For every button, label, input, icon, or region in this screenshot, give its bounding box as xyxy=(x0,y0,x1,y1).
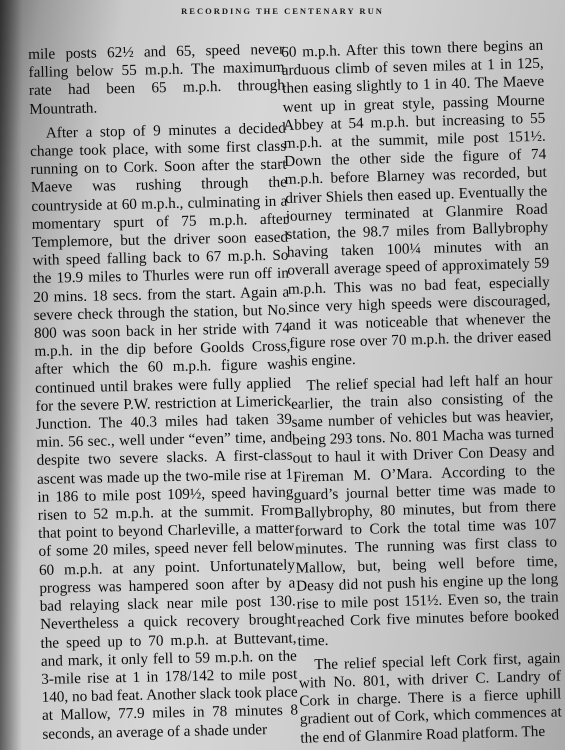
left-paragraph-1: mile posts 62½ and 65, speed never falling below 55 m.p.h. The maximum rate had been 65 m.p.h. through Mountrath. xyxy=(28,40,286,118)
right-column xyxy=(281,37,563,748)
left-paragraph-2: After a stop of 9 minutes a decided change took place, with some first class running on to Cork. Soon after the start Maeve was rushing through the countryside at 60 m.p.h., culminating in a momentary spurt of 75 m.p.h. after Templemore, but the driver soon eased with speed falling back to 67 m.p.h. So the 19.9 miles to Thurles were run off in 20 mins. 18 secs. from the start. Again a severe check through the station, but No. 800 was soon back in her stride with 74 m.p.h. in the dip before Goolds Cross, after which the 60 m.p.h. figure was continued until brakes were fully applied for the severe P.W. restriction at Limerick Junction. The 40.3 miles had taken 39 min. 56 sec., well under “even” time, and despite two severe slacks. A first-class ascent was made up the two-mile rise at 1 in 186 to mile post 109½, speed having risen to 52 m.p.h. at the summit. From that point to beyond Charleville, a matter of some 20 miles, speed never fell below 60 m.p.h. at any point. Unfortunately progress was hampered soon after by a bad relaying slack near mile post 130. Nevertheless a quick recovery brought the speed up to 70 m.p.h. at Buttevant, and mark, it only fell to 59 m.p.h. on the 3-mile rise at 1 in 178/142 to mile post 140, no bad feat. Another slack took place at Mallow, 77.9 miles in 78 minutes 8 seconds, an average of a shade under xyxy=(30,119,299,743)
right-paragraph-3: The relief special left Cork first, again with No. 801, with driver C. Landry of Cork in charge. There is a fierce uphill gradient out of Cork, which commences at the end of Glanmire Road platform. The xyxy=(298,649,563,747)
right-paragraph-2: The relief special had left half an hour earlier, the train also consisting of the same number of vehicles but was heavier, being 293 tons. No. 801 Macha was turned out to haul it with Driver Con Deasy and Fireman M. O’Mara. According to the guard’s journal better time was made to Ballybrophy, 80 minutes, but from there forward to Cork the total time was 107 minutes. The running was first class to Mallow, but, being well before time, Deasy did not push his engine up the long rise to mile post 151½. Even so, the train reached Cork five minutes before booked time. xyxy=(290,370,560,650)
left-column xyxy=(28,41,299,744)
page-gutter-shadow xyxy=(0,0,22,750)
running-header: RECORDING THE CENTENARY RUN xyxy=(181,6,384,16)
right-paragraph-1: 60 m.p.h. After this town there begins an arduous climb of seven miles at 1 in 125, then easing slightly to 1 in 40. The Maeve went up in great style, passing Mourne Abbey at 54 m.p.h. but increasing to 55 m.p.h. at the summit, mile post 151½. Down the other side the figure of 74 m.p.h. before Blarney was recorded, but driver Shiels then eased up. Eventually the journey terminated at Glanmire Road station, the 98.7 miles from Ballybrophy having taken 100¼ minutes with an overall average speed of approximately 59 m.p.h. This was no bad feat, especially since very high speeds were discouraged, and it was noticeable that whenever the figure rose over 70 m.p.h. the driver eased his engine. xyxy=(281,36,552,371)
